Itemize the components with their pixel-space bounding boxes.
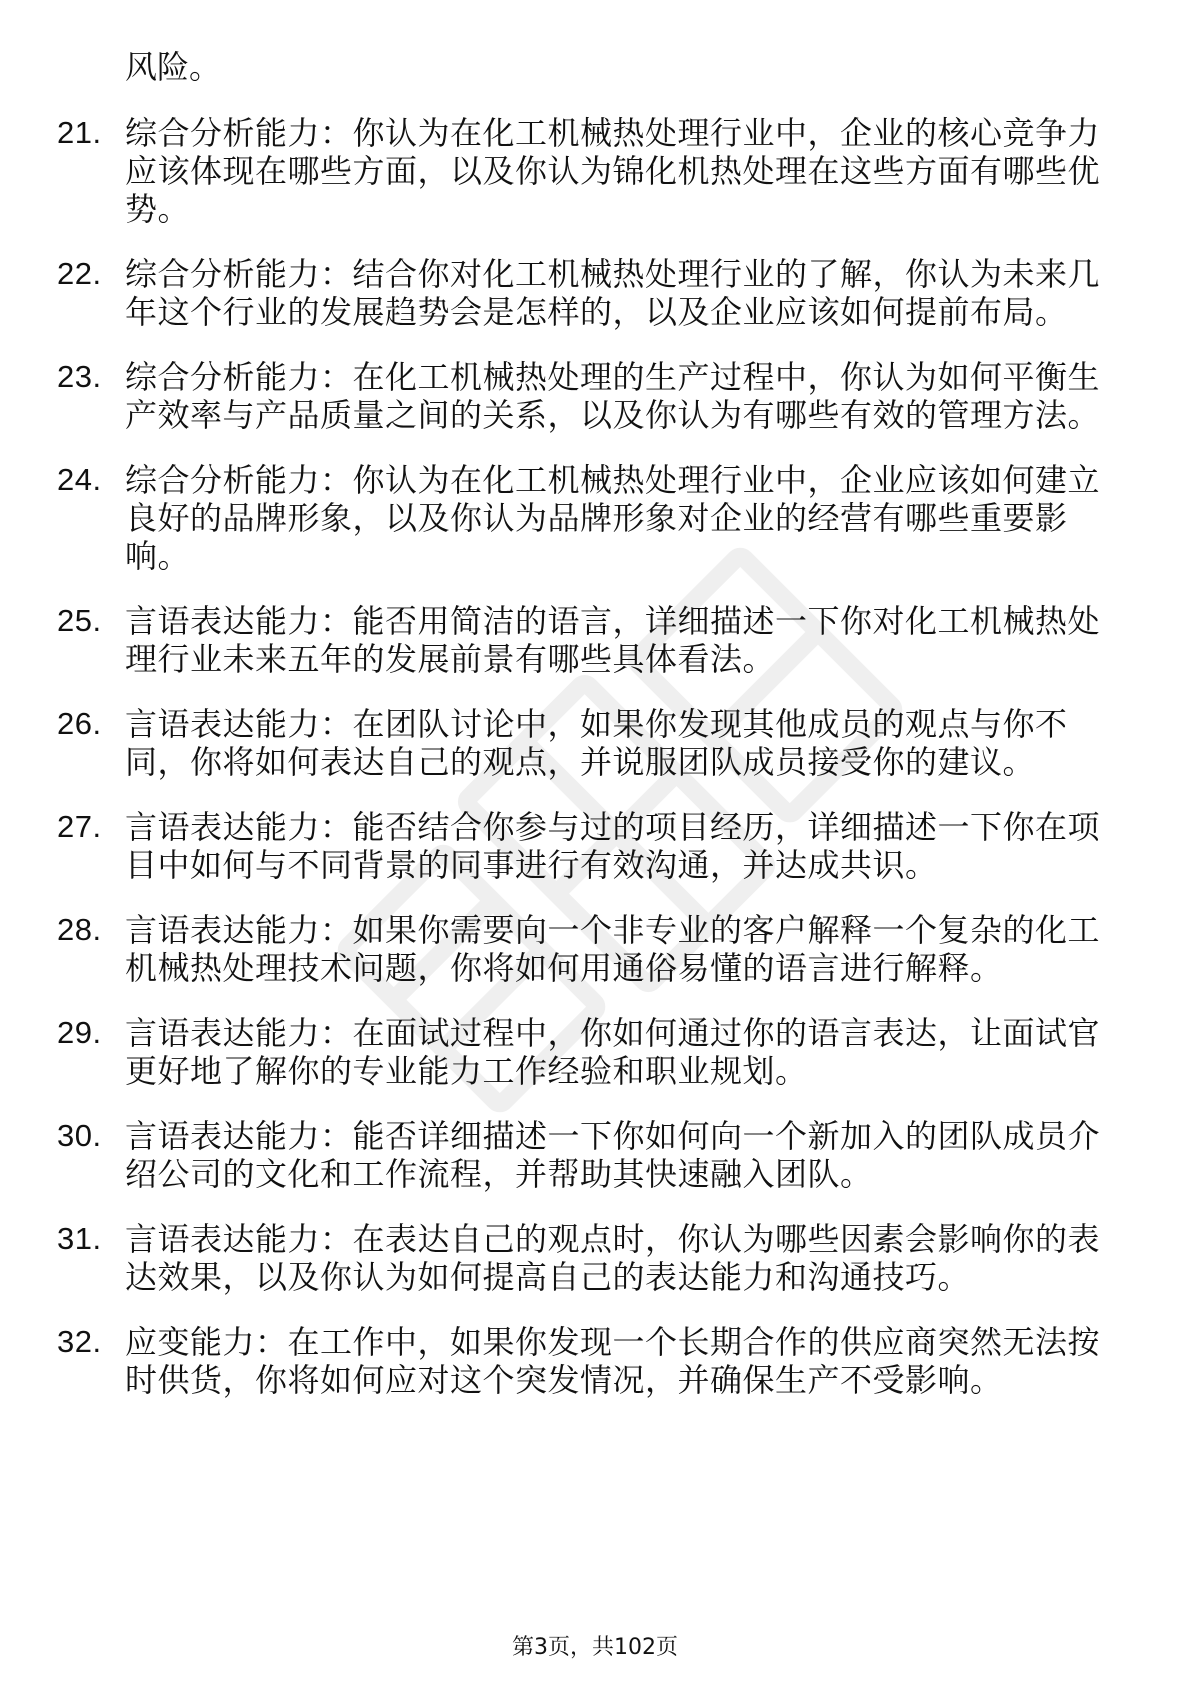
question-text: 言语表达能力：在团队讨论中，如果你发现其他成员的观点与你不同，你将如何表达自己的观点，并说服团队成员接受你的建议。 [125,705,1068,781]
list-item [0,114,1105,228]
list-item [0,255,1105,331]
list-item [0,602,1105,678]
question-number: 26. [57,706,102,741]
question-number: 25. [57,603,102,638]
question-text: 言语表达能力：在面试过程中，你如何通过你的语言表达，让面试官更好地了解你的专业能力工作经验和职业规划。 [125,1014,1101,1090]
list-item [0,1220,1105,1296]
question-number: 28. [57,912,102,947]
question-text: 综合分析能力：结合你对化工机械热处理行业的了解，你认为未来几年这个行业的发展趋势会是怎样的，以及企业应该如何提前布局。 [125,255,1101,331]
question-text: 综合分析能力：你认为在化工机械热处理行业中，企业应该如何建立良好的品牌形象，以及你认为品牌形象对企业的经营有哪些重要影响。 [125,461,1101,575]
question-text: 言语表达能力：在表达自己的观点时，你认为哪些因素会影响你的表达效果，以及你认为如何提高自己的表达能力和沟通技巧。 [125,1220,1101,1296]
question-number: 22. [57,256,102,291]
question-number: 23. [57,359,102,394]
question-text: 言语表达能力：如果你需要向一个非专业的客户解释一个复杂的化工机械热处理技术问题，你将如何用通俗易懂的语言进行解释。 [125,911,1101,987]
question-list [0,114,1190,1399]
list-item [0,705,1105,781]
list-item [0,358,1105,434]
document-body [0,48,1190,1426]
question-number: 30. [57,1118,102,1153]
list-item [0,1117,1105,1193]
question-text: 言语表达能力：能否详细描述一下你如何向一个新加入的团队成员介绍公司的文化和工作流程，并帮助其快速融入团队。 [125,1117,1101,1193]
question-number: 29. [57,1015,102,1050]
page-footer: 第3页，共102页 [512,1635,678,1660]
list-item [0,911,1105,987]
question-number: 24. [57,462,102,497]
list-item [0,808,1105,884]
question-number: 32. [57,1324,102,1359]
question-text: 综合分析能力：在化工机械热处理的生产过程中，你认为如何平衡生产效率与产品质量之间的关系，以及你认为有哪些有效的管理方法。 [125,358,1101,434]
question-text: 应变能力：在工作中，如果你发现一个长期合作的供应商突然无法按时供货，你将如何应对这个突发情况，并确保生产不受影响。 [125,1323,1101,1399]
question-number: 21. [57,115,102,150]
question-text: 言语表达能力：能否结合你参与过的项目经历，详细描述一下你在项目中如何与不同背景的同事进行有效沟通，并达成共识。 [125,808,1101,884]
question-text: 言语表达能力：能否用简洁的语言，详细描述一下你对化工机械热处理行业未来五年的发展前景有哪些具体看法。 [125,602,1101,678]
continuation-text: 风险。 [125,48,222,86]
question-number: 27. [57,809,102,844]
question-number: 31. [57,1221,102,1256]
list-item [0,461,1105,575]
list-item [0,1014,1105,1090]
question-text: 综合分析能力：你认为在化工机械热处理行业中，企业的核心竞争力应该体现在哪些方面，以及你认为锦化机热处理在这些方面有哪些优势。 [125,114,1101,228]
list-item [0,1323,1105,1399]
